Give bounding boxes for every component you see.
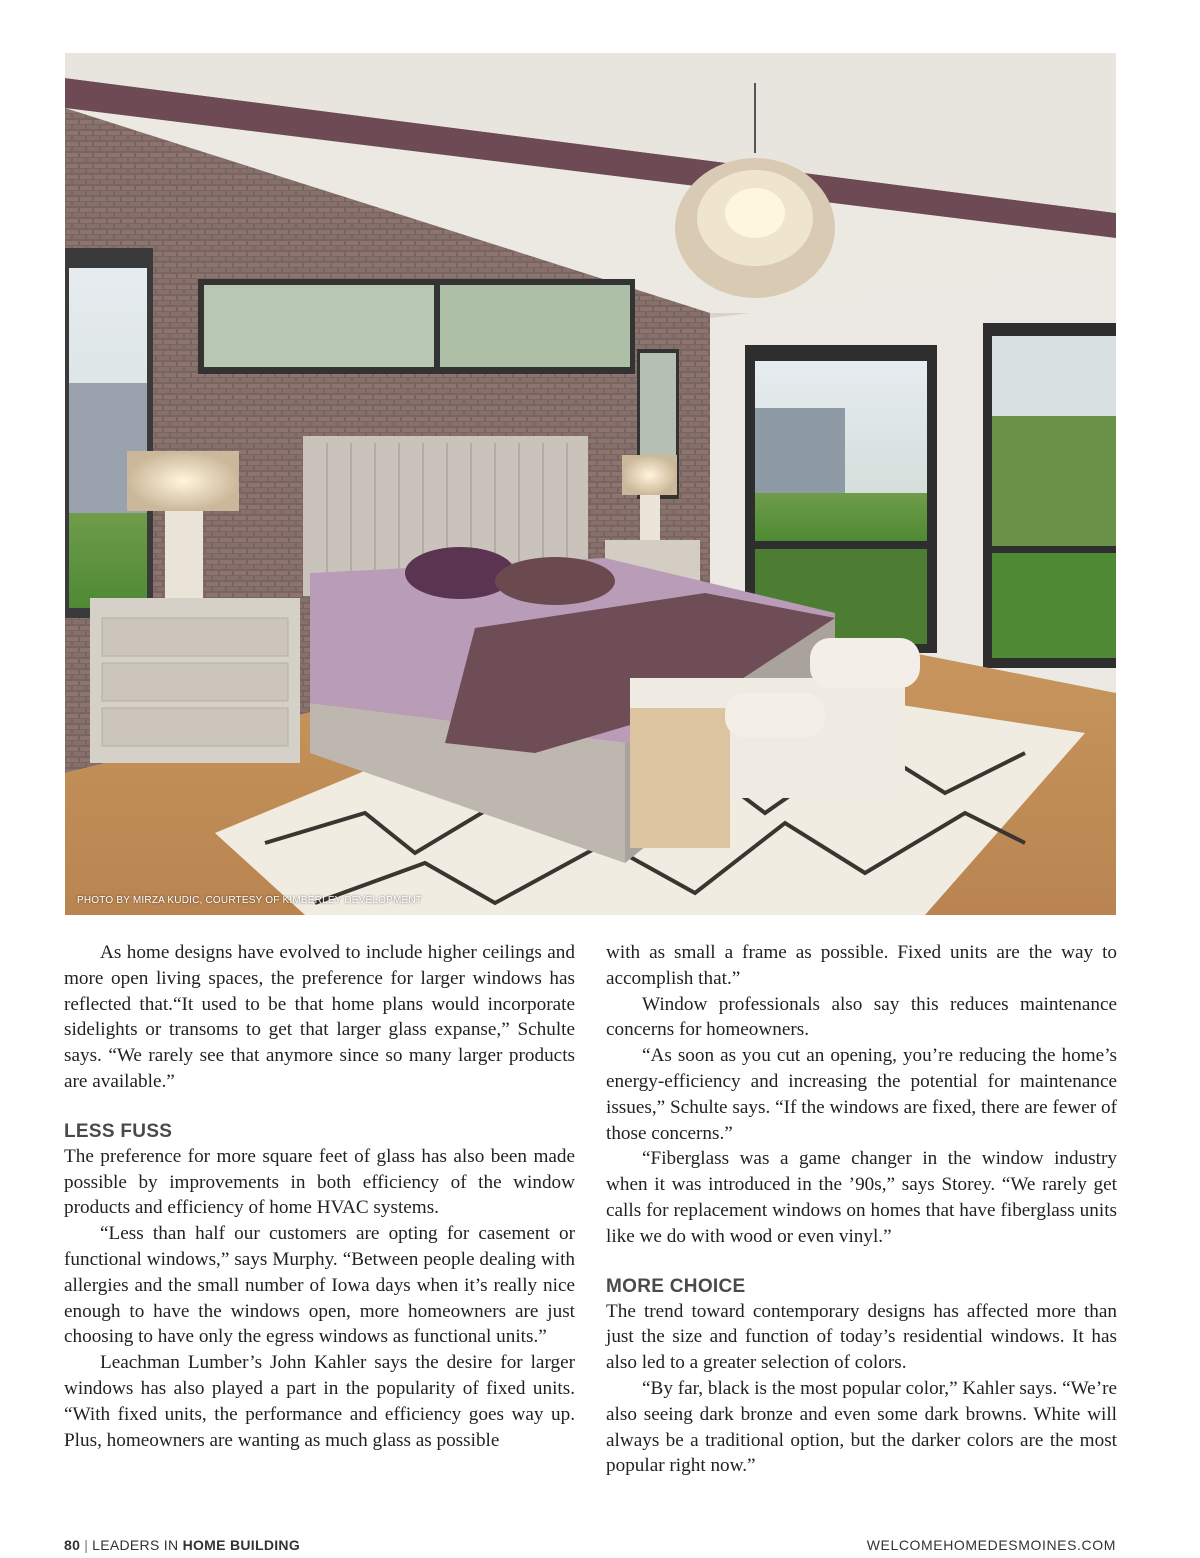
paragraph: with as small a frame as possible. Fixed units are the way to accomplish that.” <box>606 942 1117 989</box>
footer-website: WELCOMEHOMEDESMOINES.COM <box>866 1537 1116 1553</box>
paragraph: “Fiberglass was a game changer in the window industry when it was introduced in the ’90s,” says Storey. “We rarely get calls for replacement windows on homes that have fiberglass units like we do with wood or even vinyl.” <box>606 1148 1117 1247</box>
paragraph: “By far, black is the most popular color,” Kahler says. “We’re also seeing dark bronze and even some dark browns. White will always be a traditional option, but the darker colors are the most popular right now.” <box>606 1377 1117 1477</box>
right-column <box>606 940 1117 1479</box>
page-number: 80 <box>64 1537 81 1553</box>
paragraph: The trend toward contemporary designs has affected more than just the size and function of today’s residential windows. It has also led to a greater selection of colors. <box>606 1300 1117 1374</box>
paragraph: “Less than half our customers are opting for casement or functional windows,” says Murphy. “Between people dealing with allergies and the small number of Iowa days when it’s really nice enough to have the windows open, more homeowners are just choosing to have only the egress windows as functional units.” <box>64 1223 575 1348</box>
section-heading-less-fuss: LESS FUSS <box>64 1120 173 1142</box>
paragraph: “As soon as you cut an opening, you’re reducing the home’s energy-efficiency and increasing the potential for maintenance issues,” Schulte says. “If the windows are fixed, there are fewer of those concerns.” <box>606 1045 1117 1144</box>
paragraph: The preference for more square feet of glass has also been made possible by improvements in both efficiency of the window products and efficiency of home HVAC systems. <box>64 1145 575 1219</box>
section-heading-more-choice: MORE CHOICE <box>606 1275 746 1297</box>
paragraph: Leachman Lumber’s John Kahler says the desire for larger windows has also played a part in the popularity of fixed units. “With fixed units, the performance and efficiency goes way up. Plus, homeowners are wanting as much glass as possible <box>64 1352 575 1451</box>
photo-credit: PHOTO BY MIRZA KUDIC, COURTESY OF KIMBERLEY DEVELOPMENT <box>77 895 423 906</box>
bedroom-photo <box>65 53 1116 915</box>
section-name: HOME BUILDING <box>182 1537 301 1553</box>
section-prefix: LEADERS IN <box>92 1537 179 1553</box>
paragraph: Window professionals also say this reduces maintenance concerns for homeowners. <box>606 993 1117 1041</box>
paragraph: As home designs have evolved to include higher ceilings and more open living spaces, the preference for larger windows has reflected that.“It used to be that home plans would incorporate sidelights or transoms to get that larger glass expanse,” Schulte says. “We rarely see that anymore since so many larger products are available.” <box>64 942 575 1092</box>
footer-separator: | <box>84 1537 89 1553</box>
page-footer-left <box>64 1537 300 1553</box>
left-column <box>64 940 575 1453</box>
bedroom-illustration <box>65 53 1116 915</box>
